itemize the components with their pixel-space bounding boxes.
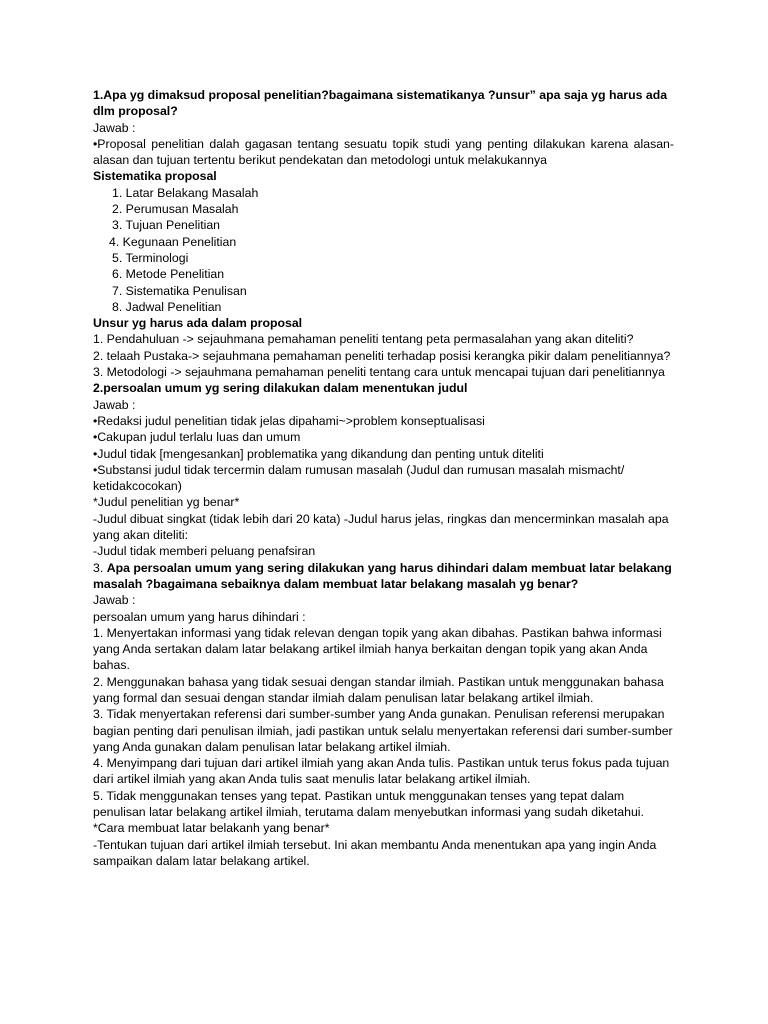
q2-benar-item: -Judul tidak memberi peluang penafsiran [93, 544, 316, 559]
document-body [93, 87, 674, 869]
q3-benar-item: -Tentukan tujuan dari artikel ilmiah tersebut. Ini akan membantu Anda menentukan apa yang ingin Anda sampaikan dalam latar belakang artikel. [93, 837, 657, 868]
list-item: 1. Latar Belakang Masalah [112, 185, 259, 200]
q2-benar-heading: *Judul penelitian yg benar* [93, 495, 240, 510]
q2-benar-item: -Judul dibuat singkat (tidak lebih dari 20 kata) -Judul harus jelas, ringkas dan mencerminkan masalah apa yang akan diteliti: [93, 511, 669, 543]
q2-point: •Cakupan judul terlalu luas dan umum [93, 430, 301, 445]
q3-point: 3. Tidak menyertakan referensi dari sumber-sumber yang Anda gunakan. Penulisan referensi merupakan bagian penting dari penulisan ilmiah, jadi pastikan untuk selalu menyertakan referensi dari sumber-sumber yang Anda gunakan dalam penulisan latar belakang artikel ilmiah. [93, 707, 673, 754]
q2-jawab: Jawab : [93, 397, 136, 412]
list-item: 8. Jadwal Penelitian [112, 299, 222, 314]
list-item: 3. Tujuan Penelitian [112, 218, 221, 233]
list-item: 7. Sistematika Penulisan [112, 283, 247, 298]
list-item: 2. Perumusan Masalah [112, 202, 239, 217]
q3-title-line [93, 560, 674, 593]
q3-number: 3. [93, 560, 107, 575]
q3-point: 4. Menyimpang dari tujuan dari artikel ilmiah yang akan Anda tulis. Pastikan untuk terus fokus pada tujuan dari artikel ilmiah yang akan Anda tulis saat menulis latar belakang artikel ilmiah. [93, 756, 670, 787]
q2-point: •Judul tidak [mengesankan] problematika yang dikandung dan penting untuk diteliti [93, 446, 544, 461]
q3-intro: persoalan umum yang harus dihindari : [93, 609, 306, 624]
sistematika-list [93, 185, 674, 315]
q2-title: 2.persoalan umum yg sering dilakukan dalam menentukan judul [93, 381, 468, 396]
q3-benar-heading: *Cara membuat latar belakanh yang benar* [93, 821, 330, 836]
q1-answer: •Proposal penelitian dalah gagasan tentang sesuatu topik studi yang penting dilakukan karena alasan-alasan dan tujuan tertentu berikut pendekatan dan metodologi untuk melakukannya [93, 136, 674, 168]
q3-jawab: Jawab : [93, 593, 136, 608]
list-item: 6. Metode Penelitian [112, 267, 225, 282]
unsur-item: 2. telaah Pustaka-> sejauhmana pemahaman peneliti terhadap posisi kerangka pikir dalam penelitiannya? [93, 348, 671, 363]
q2-point: •Redaksi judul penelitian tidak jelas dipahami~>problem konseptualisasi [93, 413, 485, 428]
q3-title: Apa persoalan umum yang sering dilakukan yang harus dihindari dalam membuat latar belakang masalah ?bagaimana sebaiknya dalam membuat latar belakang masalah yg benar? [93, 560, 672, 591]
q1-title: 1.Apa yg dimaksud proposal penelitian?bagaimana sistematikanya ?unsur” apa saja yg harus ada dlm proposal? [93, 88, 668, 119]
unsur-item: 3. Metodologi -> sejauhmana pemahaman peneliti tentang cara untuk mencapai tujuan dari penelitiannya [93, 365, 665, 380]
list-item: 4. Kegunaan Penelitian [109, 234, 237, 249]
unsur-heading: Unsur yg harus ada dalam proposal [93, 316, 303, 331]
q3-point: 2. Menggunakan bahasa yang tidak sesuai dengan standar ilmiah. Pastikan untuk menggunakan bahasa yang formal dan sesuai dengan standar ilmiah dalam penulisan latar belakang artikel ilmiah. [93, 674, 664, 705]
unsur-item: 1. Pendahuluan -> sejauhmana pemahaman peneliti tentang peta permasalahan yang akan diteliti? [93, 332, 634, 347]
sistematika-heading: Sistematika proposal [93, 169, 217, 184]
q3-point: 1. Menyertakan informasi yang tidak relevan dengan topik yang akan dibahas. Pastikan bahwa informasi yang Anda sertakan dalam latar belakang artikel ilmiah hanya berkaitan dengan topik yang akan Anda bahas. [93, 625, 662, 673]
q3-point: 5. Tidak menggunakan tenses yang tepat. Pastikan untuk menggunakan tenses yang tepat dalam penulisan latar belakang artikel ilmiah, terutama dalam menyebutkan informasi yang sudah diketahui. [93, 788, 644, 820]
q1-jawab: Jawab : [93, 120, 136, 135]
list-item: 5. Terminologi [112, 250, 189, 265]
q2-point: •Substansi judul tidak tercermin dalam rumusan masalah (Judul dan rumusan masalah mismacht/ ketidakcocokan) [93, 462, 625, 494]
